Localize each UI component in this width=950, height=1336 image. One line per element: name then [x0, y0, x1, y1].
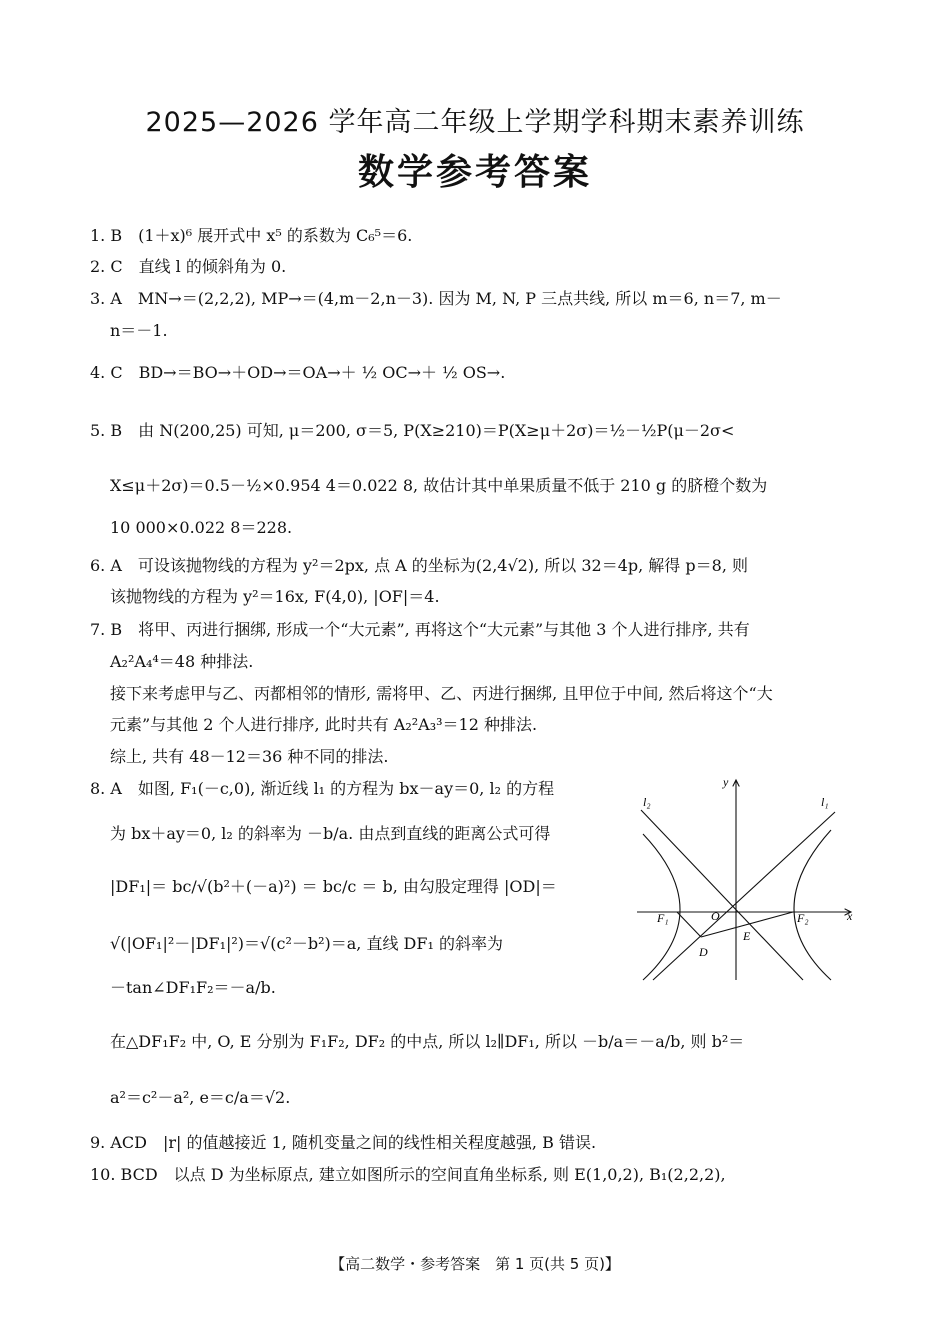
answer-3-line2: n＝－1. — [110, 321, 168, 340]
answer-5-line2: X≤μ＋2σ)＝0.5－½×0.954 4＝0.022 8, 故估计其中单果质量不低于 210 g 的脐橙个数为 — [110, 476, 768, 495]
answer-9: 9. ACD |r| 的值越接近 1, 随机变量之间的线性相关程度越强, B 错误. — [90, 1133, 597, 1152]
answer-5-line1: 5. B 由 N(200,25) 可知, μ＝200, σ＝5, P(X≥210)＝P(X≥μ＋2σ)＝½－½P(μ－2σ< — [90, 421, 735, 440]
label-x: x — [847, 909, 853, 923]
answer-3-line1: 3. A MN→＝(2,2,2), MP→＝(4,m－2,n－3). 因为 M, N, P 三点共线, 所以 m＝6, n＝7, m－ — [90, 289, 782, 308]
answer-8-line6: 在△DF₁F₂ 中, O, E 分别为 F₁F₂, DF₂ 的中点, 所以 l₂∥DF₁, 所以 －b/a＝－a/b, 则 b²＝ — [110, 1032, 745, 1051]
answer-8-line3: |DF₁|＝ bc/√(b²＋(－a)²) ＝ bc/c ＝ b, 由勾股定理得 |OD|＝ — [110, 877, 557, 896]
document-title: 2025—2026 学年高二年级上学期学科期末素养训练 — [145, 107, 805, 138]
answer-8-line5: －tan∠DF₁F₂＝－a/b. — [110, 978, 276, 997]
answer-4: 4. C BD→＝BO→＋OD→＝OA→＋ ½ OC→＋ ½ OS→. — [90, 363, 506, 382]
answer-6-line1: 6. A 可设该抛物线的方程为 y²＝2px, 点 A 的坐标为(2,4√2), 所以 32＝4p, 解得 p＝8, 则 — [90, 556, 748, 575]
answer-7-line4: 元素”与其他 2 个人进行排序, 此时共有 A₂²A₃³＝12 种排法. — [110, 715, 538, 734]
hyperbola-figure — [633, 772, 863, 984]
answer-7-line3: 接下来考虑甲与乙、丙都相邻的情形, 需将甲、乙、丙进行捆绑, 且甲位于中间, 然后将这个“大 — [110, 684, 773, 703]
answer-8-line1: 8. A 如图, F₁(－c,0), 渐近线 l₁ 的方程为 bx－ay＝0, l₂ 的方程 — [90, 779, 555, 798]
document-subtitle: 数学参考答案 — [357, 152, 592, 193]
label-l1: l₁ — [821, 795, 829, 809]
answer-7-line2: A₂²A₄⁴＝48 种排法. — [110, 652, 254, 671]
answer-7-line1: 7. B 将甲、丙进行捆绑, 形成一个“大元素”, 再将这个“大元素”与其他 3 个人进行排序, 共有 — [90, 620, 750, 639]
segment-DF1 — [677, 912, 701, 937]
answer-7-line5: 综上, 共有 48－12＝36 种不同的排法. — [110, 747, 389, 766]
label-y: y — [723, 775, 729, 789]
hyperbola-right-branch — [794, 830, 831, 980]
answer-8-line2: 为 bx＋ay＝0, l₂ 的斜率为 －b/a. 由点到直线的距离公式可得 — [110, 824, 551, 843]
label-F1: F₁ — [657, 911, 669, 925]
asymptote-l1 — [653, 812, 835, 980]
label-O: O — [711, 909, 720, 923]
answer-1: 1. B (1＋x)⁶ 展开式中 x⁵ 的系数为 C₆⁵＝6. — [90, 226, 413, 245]
answer-5-line3: 10 000×0.022 8＝228. — [110, 518, 293, 537]
answer-2: 2. C 直线 l 的倾斜角为 0. — [90, 257, 287, 276]
answer-10: 10. BCD 以点 D 为坐标原点, 建立如图所示的空间直角坐标系, 则 E(1,0,2), B₁(2,2,2), — [90, 1165, 726, 1184]
label-l2: l₂ — [643, 795, 651, 809]
label-E: E — [743, 929, 751, 943]
page-footer: 【高二数学・参考答案 第 1 页(共 5 页)】 — [330, 1255, 620, 1273]
label-F2: F₂ — [797, 911, 809, 925]
answer-8-line4: √(|OF₁|²－|DF₁|²)＝√(c²－b²)＝a, 直线 DF₁ 的斜率为 — [110, 934, 503, 953]
answer-8-line7: a²＝c²－a², e＝c/a＝√2. — [110, 1088, 291, 1107]
hyperbola-left-branch — [643, 834, 680, 980]
label-D: D — [699, 945, 708, 959]
answer-6-line2: 该抛物线的方程为 y²＝16x, F(4,0), |OF|＝4. — [110, 587, 440, 606]
